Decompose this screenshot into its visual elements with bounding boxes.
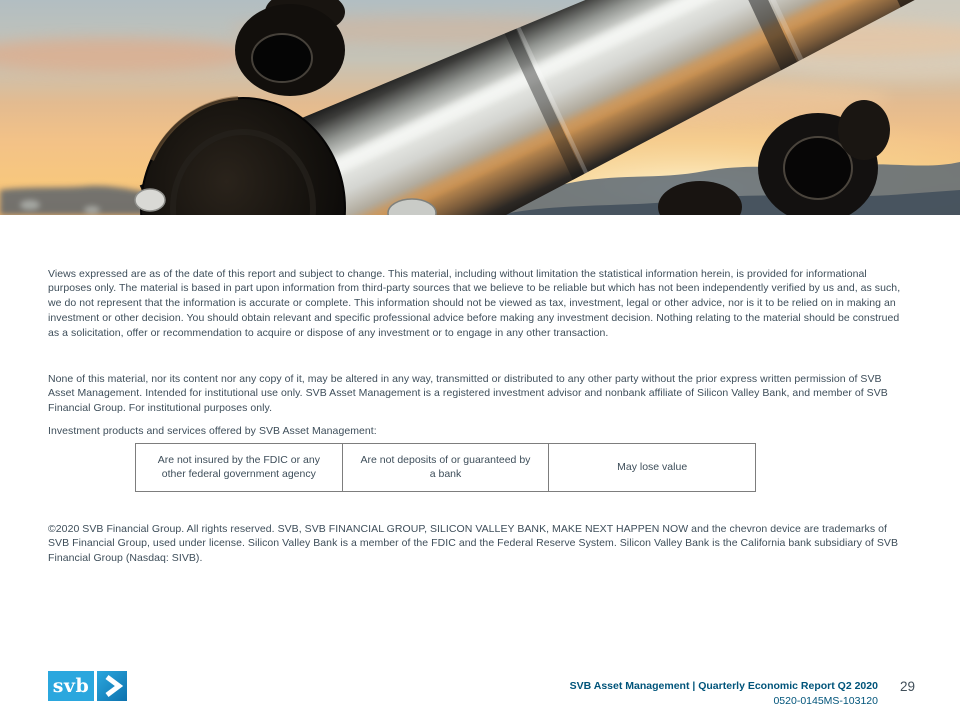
footer-report-title: SVB Asset Management | Quarterly Economic Report Q2 2020 xyxy=(569,680,878,692)
disclosure-cell-not-deposits: Are not deposits of or guaranteed by a bank xyxy=(342,444,549,492)
chevron-right-icon-glyph xyxy=(97,671,127,701)
disclaimer-paragraph-1: Views expressed are as of the date of this report and subject to change. This material, including without limitation the statistical information herein, is provided for informational purposes only. The material is based in part upon information from third-party sources that we believe to be reliable but which has not been independently verified by us and, as such, we do not represent that the information is accurate or complete. This information should not be viewed as tax, investment, legal or other advice, nor is it to be relied on in making an investment or other decision. You should obtain relevant and specific professional advice before making any investment decision. Nothing relating to the material should be construed as a solicitation, offer or recommendation to acquire or dispose of any investment or to engage in any other transaction. xyxy=(48,267,901,340)
svb-logo xyxy=(48,671,127,701)
disclosure-table xyxy=(135,443,756,492)
products-intro-line: Investment products and services offered by SVB Asset Management: xyxy=(48,424,377,437)
svb-logo-wordmark: svb xyxy=(48,671,94,701)
copyright-paragraph: ©2020 SVB Financial Group. All rights reserved. SVB, SVB FINANCIAL GROUP, SILICON VALLEY BANK, MAKE NEXT HAPPEN NOW and the chevron device are trademarks of SVB Financial Group, used under license. Silicon Valley Bank is a member of the FDIC and the Federal Reserve System. Silicon Valley Bank is the California bank subsidiary of SVB Financial Group (Nasdaq: SIVB). xyxy=(48,522,899,565)
disclosure-cell-not-insured: Are not insured by the FDIC or any other federal government agency xyxy=(136,444,343,492)
chevron-right-icon xyxy=(97,671,127,701)
footer-info xyxy=(570,679,915,709)
footer-lines xyxy=(570,679,878,709)
disclosure-cell-may-lose-value: May lose value xyxy=(549,444,756,492)
hero-photo-telescope-sunset xyxy=(0,0,960,215)
disclaimer-paragraph-2: None of this material, nor its content nor any copy of it, may be altered in any way, transmitted or distributed to any other party without the prior express written permission of SVB Asset Management. Intended for institutional use only. SVB Asset Management is a registered investment advisor and nonbank affiliate of Silicon Valley Bank, and member of SVB Financial Group. For institutional purposes only. xyxy=(48,372,888,415)
disclosure-table-row xyxy=(136,444,756,492)
hero-photo-illustration xyxy=(0,0,960,215)
footer-document-code: 0520-0145MS-103120 xyxy=(773,695,878,707)
page-number: 29 xyxy=(899,679,915,694)
